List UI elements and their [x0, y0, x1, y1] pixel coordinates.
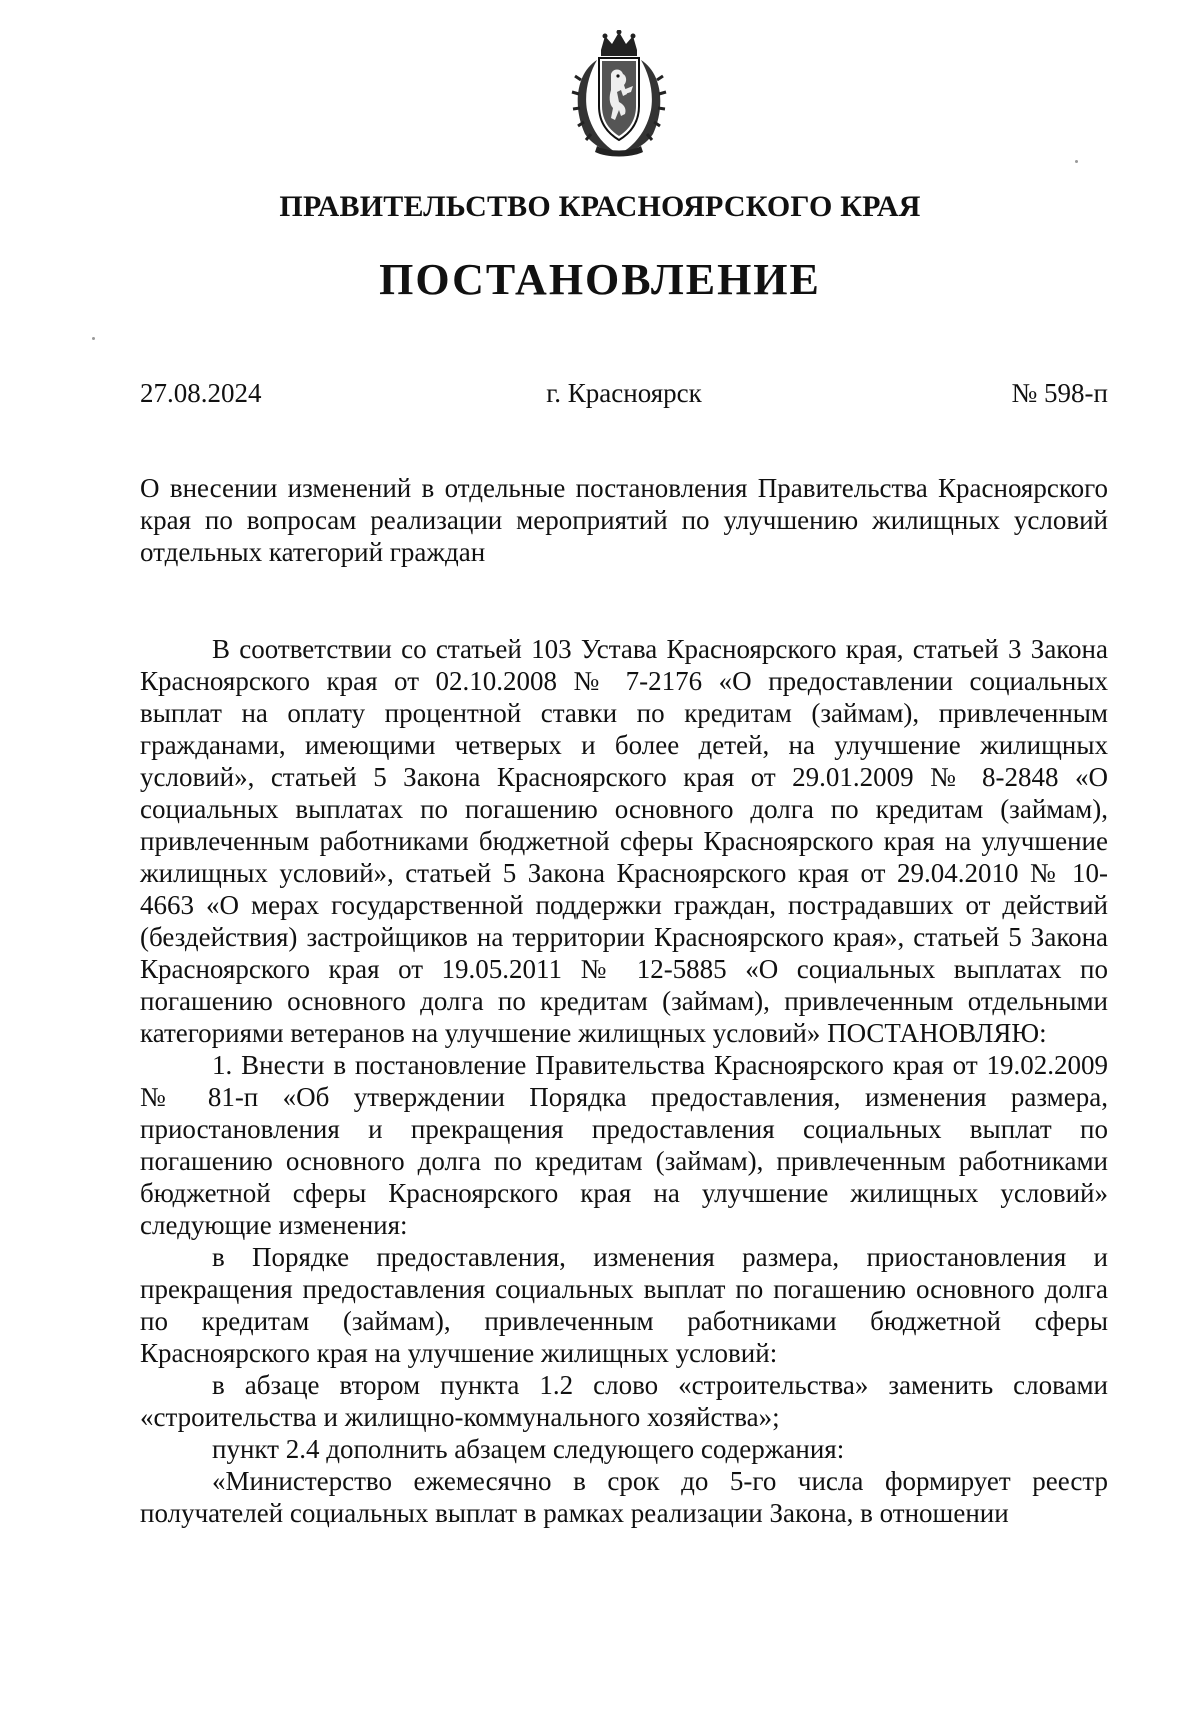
scan-speck [1075, 160, 1078, 163]
body-paragraph: в Порядке предоставления, изменения размера, приостановления и прекращения предоставления социальных выплат по погашению основного долга по кредитам (займам), привлеченным работниками бюджетной сферы Красноярского края на улучшение жилищных условий: [140, 1242, 1108, 1368]
coat-of-arms-icon [567, 30, 671, 158]
body-paragraph: 1. Внести в постановление Правительства Красноярского края от 19.02.2009 № 81-п «Об утверждении Порядка предоставления, изменения размера, приостановления и прекращения предоставления социальных выплат по погашению основного долга по кредитам (займам), привлеченным работниками бюджетной сферы Красноярского края на улучшение жилищных условий» следующие изменения: [140, 1050, 1108, 1240]
document-date: 27.08.2024 [140, 378, 262, 408]
document-number: № 598-п [1011, 378, 1108, 408]
body-paragraph: пункт 2.4 дополнить абзацем следующего содержания: [212, 1434, 845, 1464]
scan-speck [92, 337, 95, 340]
document-city: г. Красноярск [546, 378, 702, 408]
body-paragraph: в абзаце втором пункта 1.2 слово «строительства» заменить словами «строительства и жилищно-коммунального хозяйства»; [140, 1370, 1108, 1432]
body-paragraph: В соответствии со статьей 103 Устава Красноярского края, статьей 3 Закона Красноярского края от 02.10.2008 № 7-2176 «О предоставлении социальных выплат на оплату процентной ставки по кредитам (займам), привлеченным гражданами, имеющими четверых и более детей, на улучшение жилищных условий», статьей 5 Закона Красноярского края от 29.01.2009 № 8-2848 «О социальных выплатах по погашению основного долга по кредитам (займам), привлеченным работниками бюджетной сферы Красноярского края на улучшение жилищных условий», статьей 5 Закона Красноярского края от 29.04.2010 № 10-4663 «О мерах государственной поддержки граждан, пострадавших от действий (бездействия) застройщиков на территории Красноярского края», статьей 5 Закона Красноярского края от 19.05.2011 № 12-5885 «О социальных выплатах по погашению основного долга по кредитам (займам), привлеченным отдельными категориями ветеранов на улучшение жилищных условий» ПОСТАНОВЛЯЮ: [140, 634, 1108, 1048]
document-body [140, 633, 1108, 1529]
body-paragraph: «Министерство ежемесячно в срок до 5-го числа формирует реестр получателей социальных выплат в рамках реализации Закона, в отношении [140, 1466, 1108, 1528]
document-meta-row [140, 378, 1108, 418]
organization-name: ПРАВИТЕЛЬСТВО КРАСНОЯРСКОГО КРАЯ [279, 190, 921, 223]
document-subject: О внесении изменений в отдельные постановления Правительства Красноярского края по вопросам реализации мероприятий по улучшению жилищных условий отдельных категорий граждан [140, 473, 1108, 567]
document-type-title: ПОСТАНОВЛЕНИЕ [379, 255, 821, 304]
